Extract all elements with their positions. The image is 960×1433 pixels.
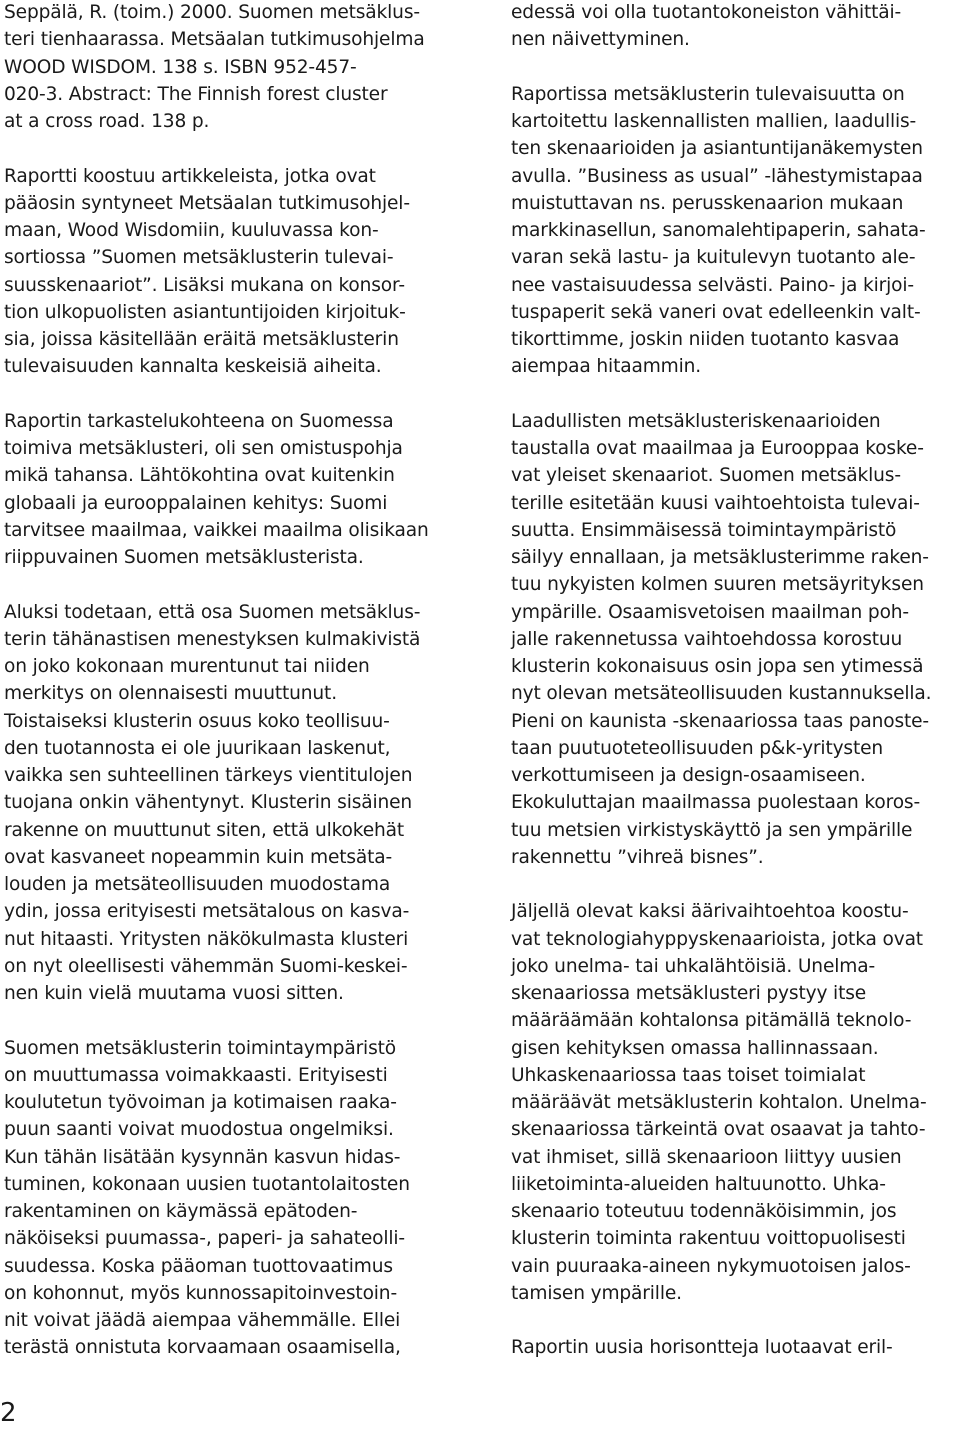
text-line: määräämään kohtalonsa pitämällä teknolo-: [511, 1010, 912, 1032]
text-line: vain puuraaka-aineen nykymuotoisen jalos-: [511, 1255, 911, 1277]
text-line: sortiossa ”Suomen metsäklusterin tulevai-: [4, 247, 394, 269]
text-line: tuspaperit sekä vaneri ovat edelleenkin valt-: [511, 301, 921, 323]
paragraph-gap: [4, 135, 449, 162]
text-line: 020-3. Abstract: The Finnish forest cluster: [4, 83, 388, 105]
text-line: joko unelma- tai uhkalähtöisiä. Unelma-: [511, 955, 876, 977]
text-line: näköiseksi puumassa-, paperi- ja sahateolli-: [4, 1228, 405, 1250]
text-line: taan puutuoteteollisuuden p&k-yritysten: [511, 737, 884, 759]
text-line: edessä voi olla tuotantokoneiston vähittäi-: [511, 2, 902, 23]
text-line: globaali ja eurooppalainen kehitys: Suomi: [4, 492, 388, 514]
paragraph-gap: [4, 1007, 449, 1034]
text-line: Raportin tarkastelukohteena on Suomessa: [4, 410, 394, 432]
paragraph: [511, 0, 956, 54]
paragraph-gap: [4, 381, 449, 408]
text-line: Kun tähän lisätään kysynnän kasvun hidas-: [4, 1146, 401, 1168]
text-line: riippuvainen Suomen metsäklusterista.: [4, 547, 364, 568]
text-line: den tuotannosta ei ole juurikaan laskenut,: [4, 737, 391, 759]
text-line: rakentaminen on käymässä epätoden-: [4, 1201, 358, 1222]
paragraph: [511, 81, 956, 381]
text-line: toimiva metsäklusteri, oli sen omistuspohja: [4, 438, 403, 459]
text-line: Laadullisten metsäklusteriskenaarioiden: [511, 410, 881, 432]
text-line: terille esitetään kuusi vaihtoehtoista tulevai-: [511, 492, 920, 514]
paragraph: [511, 898, 956, 1307]
text-line: gisen kehityksen omassa hallinnassaan.: [511, 1037, 879, 1059]
text-line: louden ja metsäteollisuuden muodostama: [4, 874, 391, 895]
text-line: Uhkaskenaariossa taas toiset toimialat: [511, 1064, 866, 1086]
text-line: Pieni on kaunista -skenaariossa taas panoste-: [511, 710, 929, 732]
text-line: muistuttavan ns. perusskenaarion mukaan: [511, 192, 904, 214]
text-line: Raportti koostuu artikkeleista, jotka ovat: [4, 165, 376, 187]
text-line: terin tähänastisen menestyksen kulmakivistä: [4, 628, 421, 650]
text-line: mikä tahansa. Lähtökohtina ovat kuitenkin: [4, 465, 395, 487]
text-line: pääosin syntyneet Metsäalan tutkimusohjel-: [4, 192, 410, 214]
text-line: nen kuin vielä muutama vuosi sitten.: [4, 983, 344, 1004]
text-line: suusskenaariot”. Lisäksi mukana on konsor-: [4, 274, 405, 296]
text-line: vat teknologiahyppyskenaarioista, jotka ovat: [511, 928, 923, 950]
text-line: säilyy ennallaan, ja metsäklusterimme raken-: [511, 547, 929, 568]
text-line: vaikka sen suhteellinen tärkeys vientitulojen: [4, 765, 413, 786]
text-line: nen näivettyminen.: [511, 29, 690, 51]
paragraph: [4, 0, 449, 135]
text-line: vat ihmiset, sillä skenaarioon liittyy uusien: [511, 1146, 902, 1168]
text-line: suutta. Ensimmäisessä toimintaympäristö: [511, 519, 897, 541]
text-line: on nyt oleellisesti vähemmän Suomi-keskei-: [4, 955, 408, 977]
paragraph-gap: [511, 54, 956, 81]
text-line: taustalla ovat maailmaa ja Eurooppaa koske-: [511, 438, 924, 459]
text-line: ympärille. Osaamisvetoisen maailman poh-: [511, 601, 909, 623]
text-line: klusterin kokonaisuus osin jopa sen ytimessä: [511, 656, 924, 677]
text-line: Raportissa metsäklusterin tulevaisuutta on: [511, 83, 905, 105]
paragraph: [511, 408, 956, 871]
paragraph-gap: [511, 1307, 956, 1334]
text-line: skenaario toteutuu todennäköisimmin, jos: [511, 1201, 897, 1222]
text-line: koulutetun työvoiman ja kotimaisen raaka-: [4, 1092, 397, 1113]
text-line: verkottumiseen ja design-osaamiseen.: [511, 765, 866, 786]
text-line: aiempaa hitaammin.: [511, 356, 702, 378]
paragraph: [4, 163, 449, 381]
text-line: WOOD WISDOM. 138 s. ISBN 952-457-: [4, 56, 357, 78]
text-line: tuu metsien virkistyskäyttö ja sen ympärille: [511, 819, 913, 841]
text-line: Seppälä, R. (toim.) 2000. Suomen metsäklus-: [4, 2, 420, 23]
text-line: nyt olevan metsäteollisuuden kustannuksella.: [511, 683, 932, 705]
text-line: nee vastaisuudessa selvästi. Paino- ja kirjoi-: [511, 274, 914, 296]
text-line: määräävät metsäklusterin kohtalon. Unelma-: [511, 1092, 927, 1113]
text-line: klusterin toiminta rakentuu voittopuolisesti: [511, 1228, 906, 1250]
text-line: ydin, jossa erityisesti metsätalous on kasva-: [4, 901, 410, 923]
text-line: terästä onnistuta korvaamaan osaamisella,: [4, 1337, 401, 1359]
text-line: markkinasellun, sanomalehtipaperin, sahata-: [511, 220, 926, 241]
text-line: tuu nykyisten kolmen suuren metsäyrityksen: [511, 574, 924, 596]
text-line: maan, Wood Wisdomiin, kuuluvassa kon-: [4, 220, 379, 241]
text-line: vat yleiset skenaariot. Suomen metsäklus-: [511, 465, 901, 487]
paragraph-gap: [511, 381, 956, 408]
text-line: varan sekä lastu- ja kuitulevyn tuotanto ale-: [511, 247, 916, 269]
text-line: at a cross road. 138 p.: [4, 111, 210, 132]
left-column: [4, 0, 449, 1362]
text-line: puun saanti voivat muodostua ongelmiksi.: [4, 1119, 394, 1141]
text-line: nut hitaasti. Yritysten näkökulmasta klusteri: [4, 928, 409, 950]
paragraph-gap: [4, 571, 449, 598]
text-line: on joko kokonaan murentunut tai niiden: [4, 656, 370, 677]
paragraph: [511, 1334, 956, 1361]
text-line: avulla. ”Business as usual” -lähestymistapaa: [511, 165, 923, 187]
text-line: Toistaiseksi klusterin osuus koko teollisuu-: [4, 710, 390, 732]
text-line: liiketoiminta-alueiden haltuunotto. Uhka-: [511, 1173, 886, 1195]
text-line: nit voivat jäädä aiempaa vähemmälle. Ellei: [4, 1310, 401, 1331]
right-column: [511, 0, 956, 1362]
paragraph-gap: [511, 871, 956, 898]
text-line: sia, joissa käsitellään eräitä metsäklusterin: [4, 329, 399, 350]
text-line: on muuttumassa voimakkaasti. Erityisesti: [4, 1064, 388, 1086]
text-line: on kohonnut, myös kunnossapitoinvestoin-: [4, 1282, 398, 1304]
text-line: tulevaisuuden kannalta keskeisiä aiheita.: [4, 356, 382, 378]
paragraph: [4, 408, 449, 572]
text-line: merkitys on olennaisesti muuttunut.: [4, 683, 337, 705]
text-line: teri tienhaarassa. Metsäalan tutkimusohjelma: [4, 29, 425, 51]
text-line: kartoitettu laskennallisten mallien, laadullis-: [511, 111, 917, 132]
text-line: tamisen ympärille.: [511, 1282, 682, 1304]
paragraph: [4, 599, 449, 1008]
text-line: rakennettu ”vihreä bisnes”.: [511, 846, 764, 868]
text-line: tuojana onkin vähentynyt. Klusterin sisäinen: [4, 792, 413, 814]
text-line: rakenne on muuttunut siten, että ulkokehät: [4, 819, 405, 841]
text-line: tuminen, kokonaan uusien tuotantolaitosten: [4, 1173, 410, 1195]
text-line: jalle rakennetussa vaihtoehdossa korostuu: [511, 628, 903, 650]
text-line: Ekokuluttajan maailmassa puolestaan koros-: [511, 792, 921, 814]
text-line: tarvitsee maailmaa, vaikkei maailma olisikaan: [4, 519, 429, 541]
text-line: Aluksi todetaan, että osa Suomen metsäklus-: [4, 601, 421, 623]
text-line: Suomen metsäklusterin toimintaympäristö: [4, 1037, 396, 1059]
paragraph: [4, 1035, 449, 1362]
text-line: ovat kasvaneet nopeammin kuin metsäta-: [4, 846, 393, 868]
page-number: 2: [0, 1398, 17, 1428]
text-line: suudessa. Koska pääoman tuottovaatimus: [4, 1255, 393, 1277]
text-line: skenaariossa metsäklusteri pystyy itse: [511, 983, 867, 1004]
text-line: Raportin uusia horisontteja luotaavat eril-: [511, 1337, 893, 1359]
text-line: ten skenaarioiden ja asiantuntijanäkemysten: [511, 138, 923, 160]
text-line: skenaariossa tärkeintä ovat osaavat ja tahto-: [511, 1119, 926, 1141]
text-line: Jäljellä olevat kaksi äärivaihtoehtoa koostu-: [511, 901, 909, 923]
text-line: tion ulkopuolisten asiantuntijoiden kirjoituk-: [4, 301, 406, 323]
text-line: tikorttimme, joskin niiden tuotanto kasvaa: [511, 329, 900, 350]
